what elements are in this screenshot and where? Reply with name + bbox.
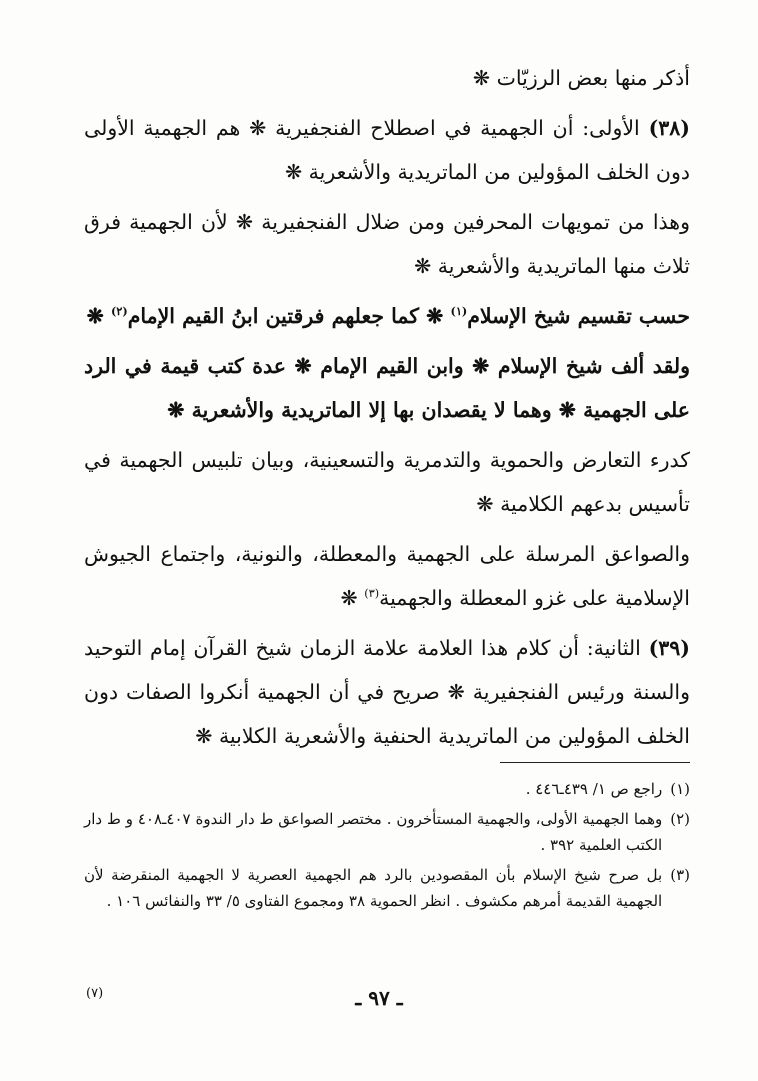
paragraph-taqsim: حسب تقسيم شيخ الإسلام$^{(١)}$ ❋ كما جعلهم فرقتين ابنُ القيم الإمام$^{(٢)}$ ❋ bbox=[86, 304, 690, 328]
paragraph-intro: أذكر منها بعض الرزيّات ❋ bbox=[472, 66, 690, 90]
footnote-text: بل صرح شيخ الإسلام بأن المقصودين بالرد هم الجهمية العصرية لا الجهمية المنقرضة لأن الجهمية القديمة أمرهم مكشوف . انظر الحموية ٣٨ ومجموع الفتاوى ٥/ ٣٣ والنفائس ١٠٦ . bbox=[84, 866, 663, 910]
page-number: ـ ٩٧ ـ bbox=[355, 986, 403, 1010]
paragraph-sawaiq: والصواعق المرسلة على الجهمية والمعطلة، والنونية، واجتماع الجيوش الإسلامية على غزو المعطلة والجهمية$^{(٣)}$ ❋ bbox=[84, 542, 690, 610]
footnote-number: (٣) bbox=[670, 866, 690, 884]
footnote-divider bbox=[500, 762, 690, 763]
footnote-2 bbox=[84, 806, 690, 858]
paragraph-kutub: ولقد ألف شيخ الإسلام ❋ وابن القيم الإمام ❋ عدة كتب قيمة في الرد على الجهمية ❋ وهما لا يقصدان بها إلا الماتريدية والأشعرية ❋ bbox=[84, 354, 690, 422]
footnote-ref-1: (١) bbox=[450, 304, 468, 319]
footnotes bbox=[84, 776, 690, 918]
item-number-38: (٣٨) bbox=[648, 116, 690, 140]
paragraph-38: (٣٨) الأولى: أن الجهمية في اصطلاح الفنجفيرية ❋ هم الجهمية الأولى دون الخلف المؤولين من الماتريدية والأشعرية ❋ bbox=[84, 116, 690, 184]
footnote-text: راجع ص ١/ ٤٣٩ـ٤٤٦ . bbox=[525, 780, 663, 798]
footnote-3 bbox=[84, 862, 690, 914]
paragraph-tamwihat: وهذا من تمويهات المحرفين ومن ضلال الفنجفيرية ❋ لأن الجهمية فرق ثلاث منها الماتريدية والأشعرية ❋ bbox=[84, 210, 690, 278]
main-text bbox=[84, 56, 690, 764]
footnote-1 bbox=[84, 776, 690, 802]
paragraph-39: (٣٩) الثانية: أن كلام هذا العلامة علامة الزمان شيخ القرآن إمام التوحيد والسنة ورئيس الفنجفيرية ❋ صريح في أن الجهمية أنكروا الصفات دون الخلف المؤولين من الماتريدية الحنفية والأشعرية الكلابية ❋ bbox=[84, 636, 690, 748]
footnote-number: (٢) bbox=[670, 810, 690, 828]
footnote-text: وهما الجهمية الأولى، والجهمية المستأخرون . مختصر الصواعق ط دار الندوة ٤٠٧ـ٤٠٨ و ط دار الكتب العلمية ٣٩٢ . bbox=[84, 810, 663, 854]
paragraph-dar: كدرء التعارض والحموية والتدمرية والتسعينية، وبيان تلبيس الجهمية في تأسيس بدعهم الكلامية ❋ bbox=[84, 448, 690, 516]
footnote-ref-3: (٣) bbox=[364, 587, 380, 601]
signature-mark: (٧) bbox=[86, 986, 104, 1001]
footnote-number: (١) bbox=[670, 780, 690, 798]
item-number-39: (٣٩) bbox=[648, 636, 690, 660]
footnote-ref-2: (٢) bbox=[110, 304, 128, 319]
